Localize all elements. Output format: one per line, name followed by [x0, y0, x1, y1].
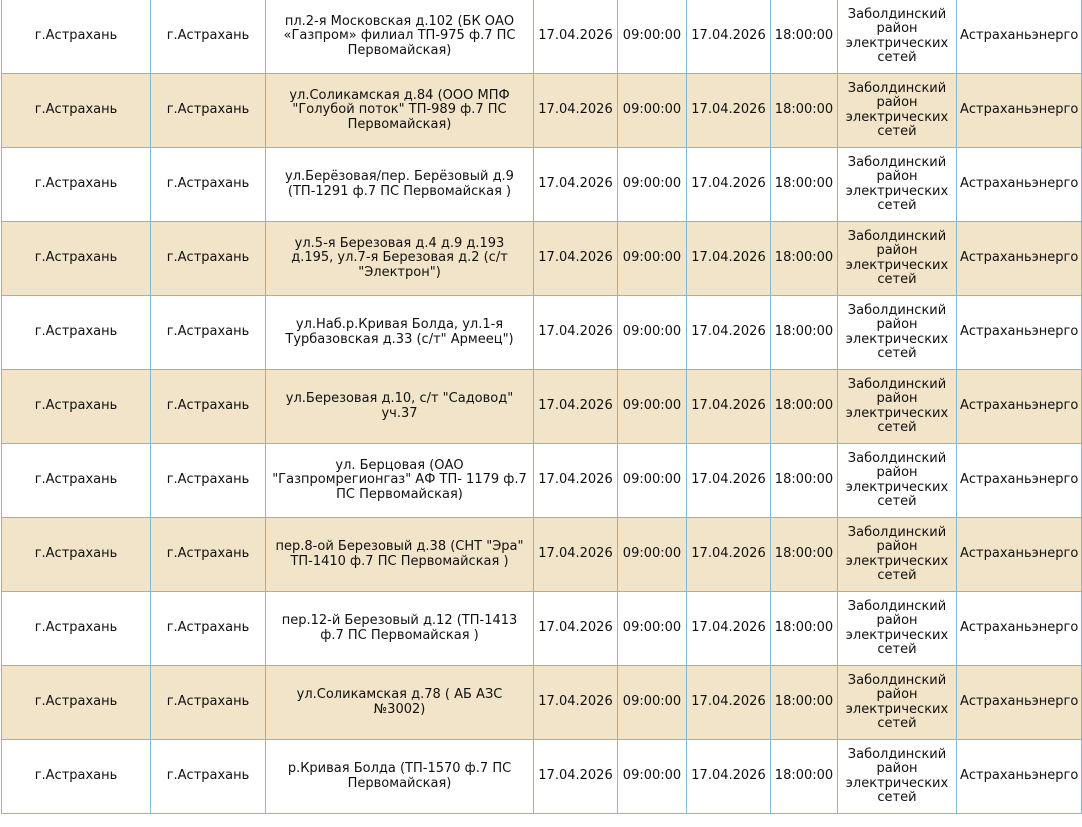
start-date-cell: 17.04.2026	[534, 222, 618, 296]
company-cell: Астраханьэнерго	[957, 148, 1082, 222]
start-date-cell: 17.04.2026	[534, 740, 618, 814]
region-cell: г.Астрахань	[2, 592, 151, 666]
table-row	[2, 592, 1082, 666]
start-date-cell: 17.04.2026	[534, 444, 618, 518]
district-cell: Заболдинский район электрических сетей	[838, 518, 957, 592]
company-cell: Астраханьэнерго	[957, 0, 1082, 74]
end-date-cell: 17.04.2026	[687, 740, 771, 814]
outage-table	[1, 0, 1082, 814]
region-cell: г.Астрахань	[2, 666, 151, 740]
address-cell: ул. Берцовая (ОАО "Газпромрегионгаз" АФ ТП- 1179 ф.7 ПС Первомайская)	[266, 444, 534, 518]
address-cell: пл.2-я Московская д.102 (БК ОАО «Газпром» филиал ТП-975 ф.7 ПС Первомайская)	[266, 0, 534, 74]
start-time-cell: 09:00:00	[618, 296, 687, 370]
table-row	[2, 444, 1082, 518]
city-cell: г.Астрахань	[151, 370, 266, 444]
district-cell: Заболдинский район электрических сетей	[838, 370, 957, 444]
city-cell: г.Астрахань	[151, 148, 266, 222]
address-cell: ул.5-я Березовая д.4 д.9 д.193 д.195, ул.7-я Березовая д.2 (с/т "Электрон")	[266, 222, 534, 296]
table-row	[2, 296, 1082, 370]
end-time-cell: 18:00:00	[771, 222, 838, 296]
table-row	[2, 0, 1082, 74]
city-cell: г.Астрахань	[151, 74, 266, 148]
end-time-cell: 18:00:00	[771, 518, 838, 592]
table-row	[2, 74, 1082, 148]
city-cell: г.Астрахань	[151, 222, 266, 296]
start-time-cell: 09:00:00	[618, 518, 687, 592]
address-cell: пер.12-й Березовый д.12 (ТП-1413 ф.7 ПС Первомайская )	[266, 592, 534, 666]
end-date-cell: 17.04.2026	[687, 370, 771, 444]
end-date-cell: 17.04.2026	[687, 518, 771, 592]
start-date-cell: 17.04.2026	[534, 666, 618, 740]
district-cell: Заболдинский район электрических сетей	[838, 74, 957, 148]
address-cell: ул.Соликамская д.78 ( АБ АЗС №3002)	[266, 666, 534, 740]
start-date-cell: 17.04.2026	[534, 518, 618, 592]
address-cell: ул.Соликамская д.84 (ООО МПФ "Голубой поток" ТП-989 ф.7 ПС Первомайская)	[266, 74, 534, 148]
district-cell: Заболдинский район электрических сетей	[838, 592, 957, 666]
region-cell: г.Астрахань	[2, 0, 151, 74]
district-cell: Заболдинский район электрических сетей	[838, 222, 957, 296]
region-cell: г.Астрахань	[2, 148, 151, 222]
start-date-cell: 17.04.2026	[534, 0, 618, 74]
end-date-cell: 17.04.2026	[687, 148, 771, 222]
end-time-cell: 18:00:00	[771, 592, 838, 666]
start-time-cell: 09:00:00	[618, 740, 687, 814]
company-cell: Астраханьэнерго	[957, 444, 1082, 518]
end-date-cell: 17.04.2026	[687, 592, 771, 666]
table-row	[2, 740, 1082, 814]
company-cell: Астраханьэнерго	[957, 296, 1082, 370]
end-date-cell: 17.04.2026	[687, 222, 771, 296]
table-row	[2, 518, 1082, 592]
city-cell: г.Астрахань	[151, 592, 266, 666]
end-time-cell: 18:00:00	[771, 0, 838, 74]
company-cell: Астраханьэнерго	[957, 74, 1082, 148]
city-cell: г.Астрахань	[151, 740, 266, 814]
district-cell: Заболдинский район электрических сетей	[838, 148, 957, 222]
company-cell: Астраханьэнерго	[957, 666, 1082, 740]
district-cell: Заболдинский район электрических сетей	[838, 0, 957, 74]
table-row	[2, 666, 1082, 740]
company-cell: Астраханьэнерго	[957, 370, 1082, 444]
end-time-cell: 18:00:00	[771, 370, 838, 444]
start-date-cell: 17.04.2026	[534, 74, 618, 148]
start-time-cell: 09:00:00	[618, 0, 687, 74]
start-date-cell: 17.04.2026	[534, 370, 618, 444]
address-cell: пер.8-ой Березовый д.38 (СНТ "Эра" ТП-1410 ф.7 ПС Первомайская )	[266, 518, 534, 592]
end-time-cell: 18:00:00	[771, 444, 838, 518]
table-row	[2, 222, 1082, 296]
region-cell: г.Астрахань	[2, 222, 151, 296]
region-cell: г.Астрахань	[2, 296, 151, 370]
district-cell: Заболдинский район электрических сетей	[838, 666, 957, 740]
end-time-cell: 18:00:00	[771, 74, 838, 148]
district-cell: Заболдинский район электрических сетей	[838, 444, 957, 518]
start-date-cell: 17.04.2026	[534, 592, 618, 666]
start-time-cell: 09:00:00	[618, 444, 687, 518]
end-time-cell: 18:00:00	[771, 666, 838, 740]
city-cell: г.Астрахань	[151, 518, 266, 592]
company-cell: Астраханьэнерго	[957, 740, 1082, 814]
end-time-cell: 18:00:00	[771, 740, 838, 814]
end-time-cell: 18:00:00	[771, 296, 838, 370]
city-cell: г.Астрахань	[151, 0, 266, 74]
end-time-cell: 18:00:00	[771, 148, 838, 222]
table-row	[2, 148, 1082, 222]
city-cell: г.Астрахань	[151, 666, 266, 740]
start-time-cell: 09:00:00	[618, 370, 687, 444]
end-date-cell: 17.04.2026	[687, 666, 771, 740]
region-cell: г.Астрахань	[2, 740, 151, 814]
address-cell: ул.Берёзовая/пер. Берёзовый д.9 (ТП-1291 ф.7 ПС Первомайская )	[266, 148, 534, 222]
region-cell: г.Астрахань	[2, 518, 151, 592]
address-cell: р.Кривая Болда (ТП-1570 ф.7 ПС Первомайская)	[266, 740, 534, 814]
start-time-cell: 09:00:00	[618, 666, 687, 740]
company-cell: Астраханьэнерго	[957, 518, 1082, 592]
start-time-cell: 09:00:00	[618, 222, 687, 296]
end-date-cell: 17.04.2026	[687, 444, 771, 518]
end-date-cell: 17.04.2026	[687, 0, 771, 74]
start-date-cell: 17.04.2026	[534, 148, 618, 222]
city-cell: г.Астрахань	[151, 444, 266, 518]
end-date-cell: 17.04.2026	[687, 296, 771, 370]
region-cell: г.Астрахань	[2, 74, 151, 148]
company-cell: Астраханьэнерго	[957, 222, 1082, 296]
district-cell: Заболдинский район электрических сетей	[838, 296, 957, 370]
address-cell: ул.Наб.р.Кривая Болда, ул.1-я Турбазовская д.33 (с/т" Армеец")	[266, 296, 534, 370]
start-date-cell: 17.04.2026	[534, 296, 618, 370]
end-date-cell: 17.04.2026	[687, 74, 771, 148]
address-cell: ул.Березовая д.10, с/т "Садовод" уч.37	[266, 370, 534, 444]
region-cell: г.Астрахань	[2, 370, 151, 444]
region-cell: г.Астрахань	[2, 444, 151, 518]
start-time-cell: 09:00:00	[618, 592, 687, 666]
city-cell: г.Астрахань	[151, 296, 266, 370]
start-time-cell: 09:00:00	[618, 148, 687, 222]
table-row	[2, 370, 1082, 444]
company-cell: Астраханьэнерго	[957, 592, 1082, 666]
district-cell: Заболдинский район электрических сетей	[838, 740, 957, 814]
start-time-cell: 09:00:00	[618, 74, 687, 148]
